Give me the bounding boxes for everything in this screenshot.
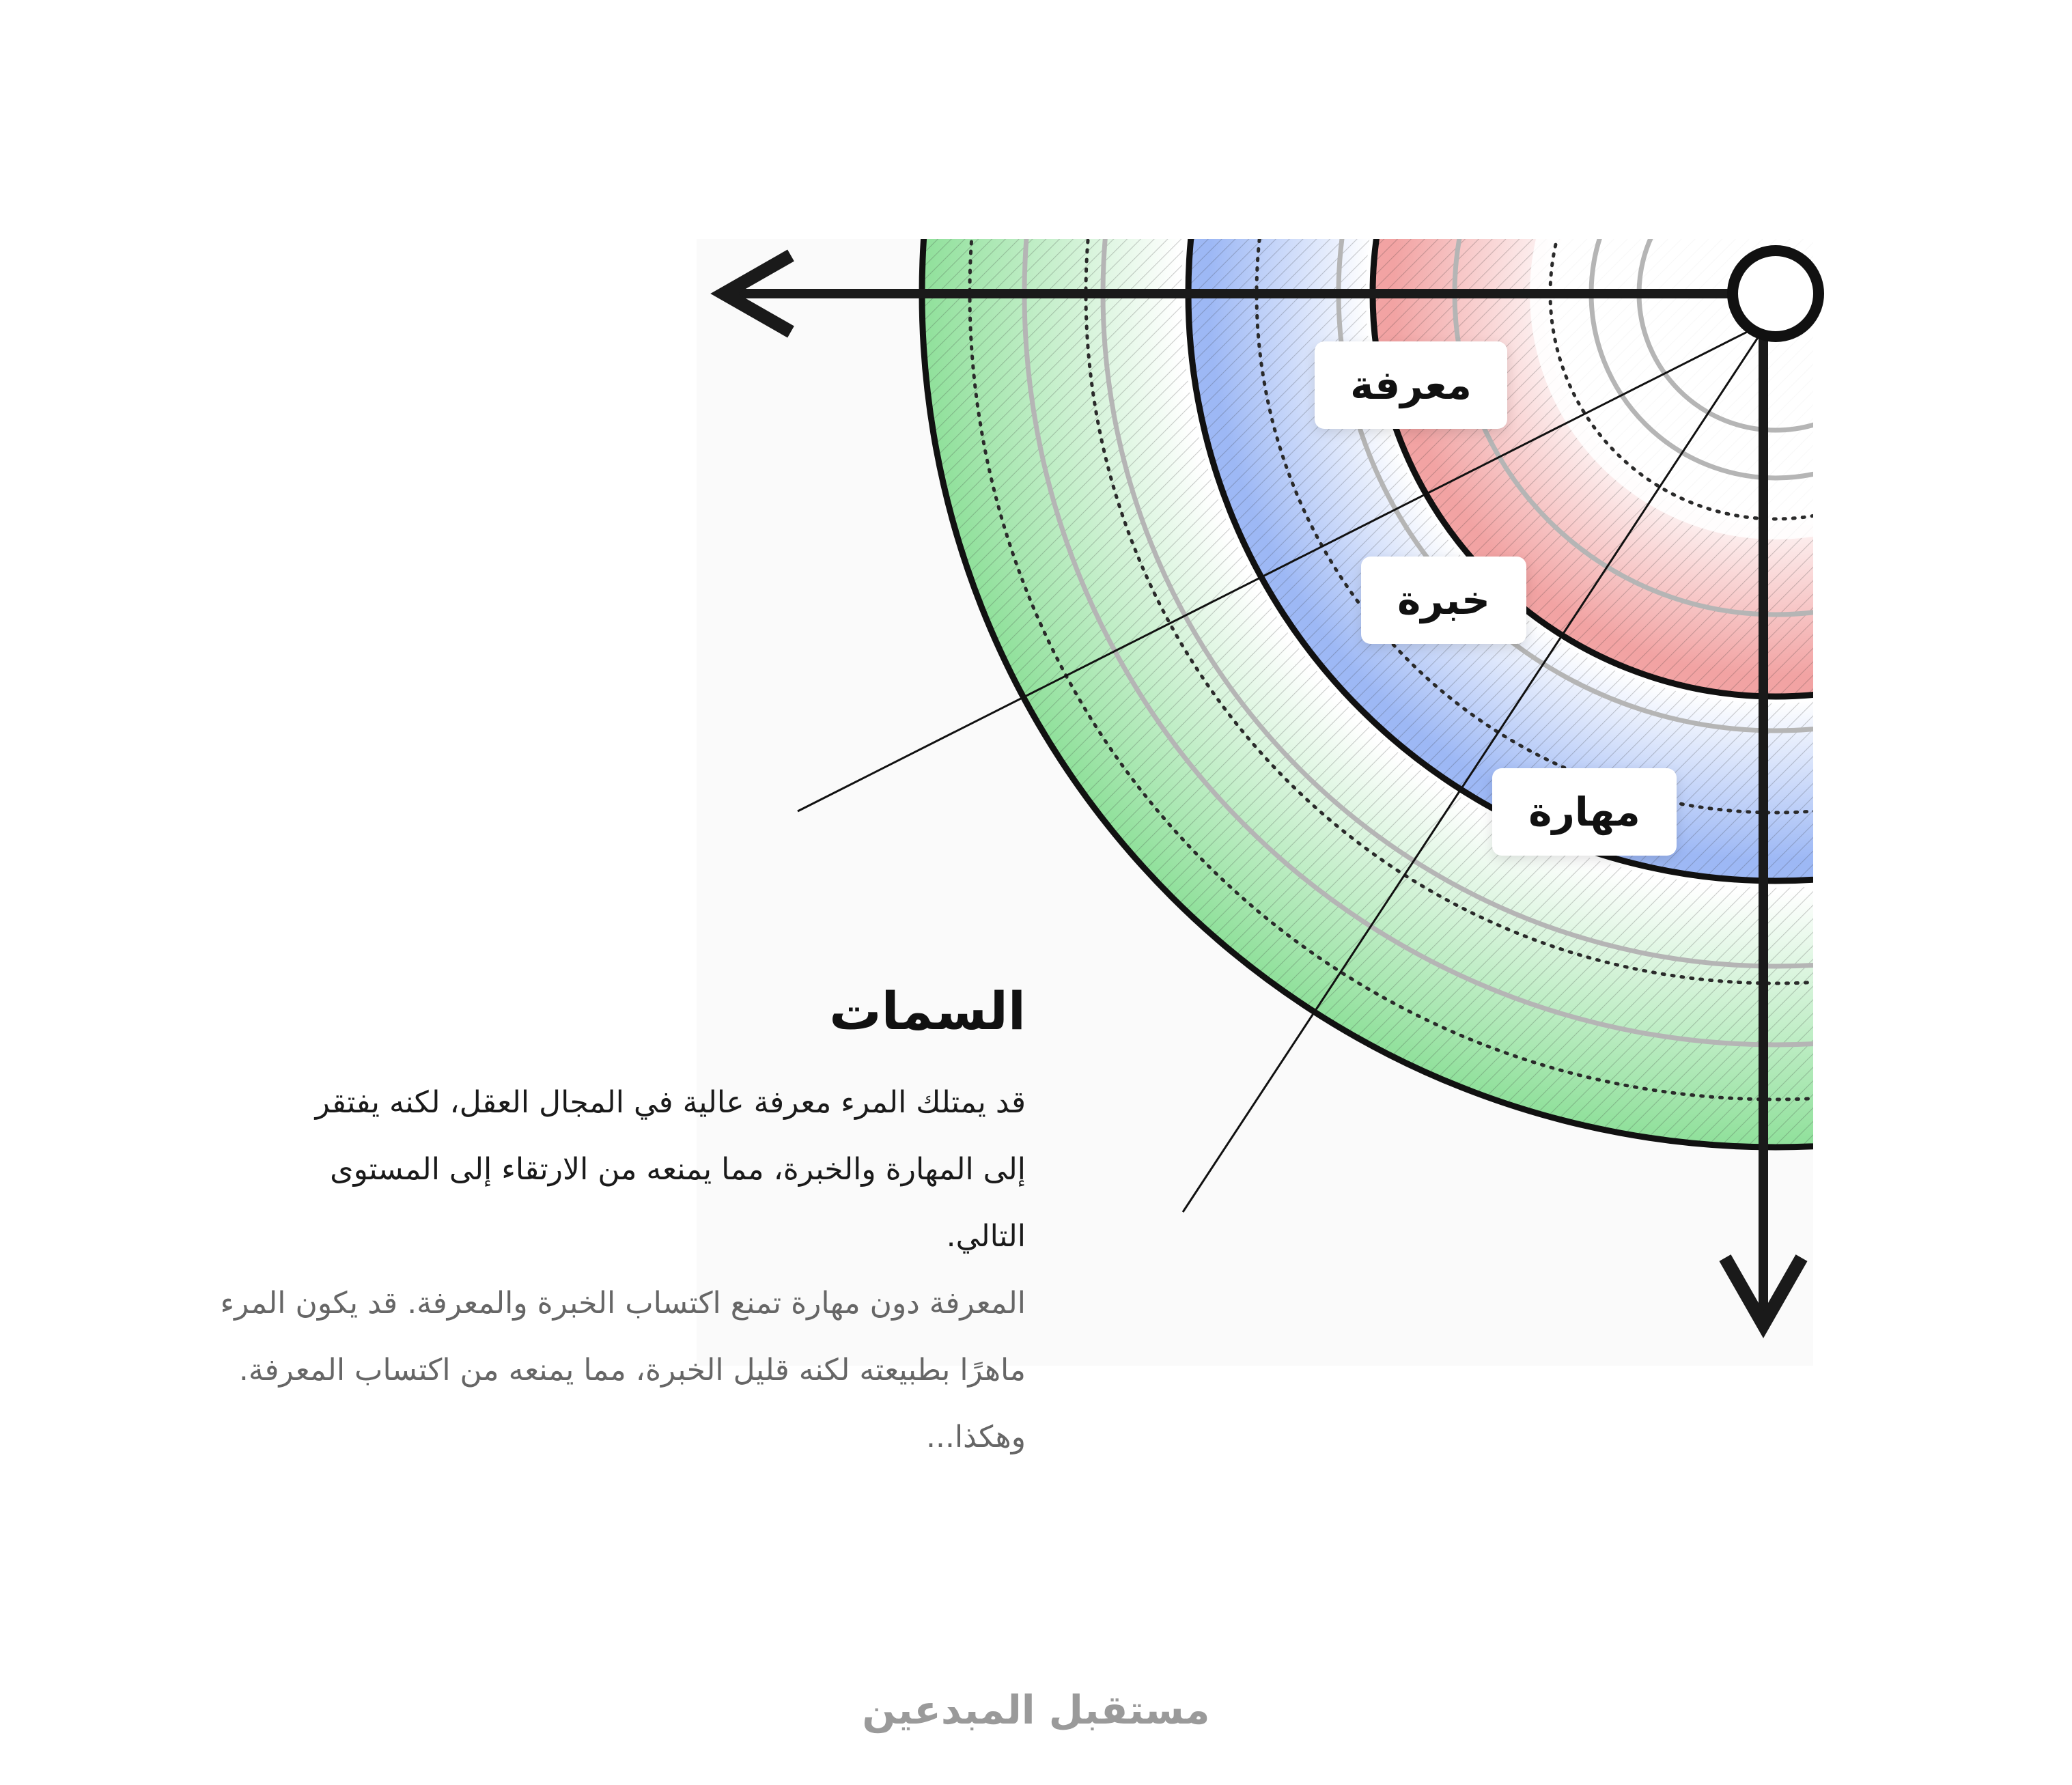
footer-brand-name: مستقبل المبدعين [862, 1687, 1210, 1733]
ring-label-skill: مهارة [1492, 768, 1677, 856]
traits-text-block [193, 980, 1026, 1471]
origin-node [1733, 251, 1819, 337]
ring-label-experience: خبرة [1361, 557, 1526, 644]
traits-secondary-paragraph: المعرفة دون مهارة تمنع اكتساب الخبرة والمعرفة. قد يكون المرء ماهرًا بطبيعته لكنه قليل الخبرة، مما يمنعه من اكتساب المعرفة. وهكذا... [220, 1286, 1026, 1455]
traits-primary-paragraph: قد يمتلك المرء معرفة عالية في المجال العقل، لكنه يفتقر إلى المهارة والخبرة، مما يمنعه من الارتقاء إلى المستوى التالي. [315, 1085, 1026, 1254]
ring-label-knowledge: معرفة [1315, 341, 1507, 429]
traits-title: السمات [829, 981, 1026, 1041]
